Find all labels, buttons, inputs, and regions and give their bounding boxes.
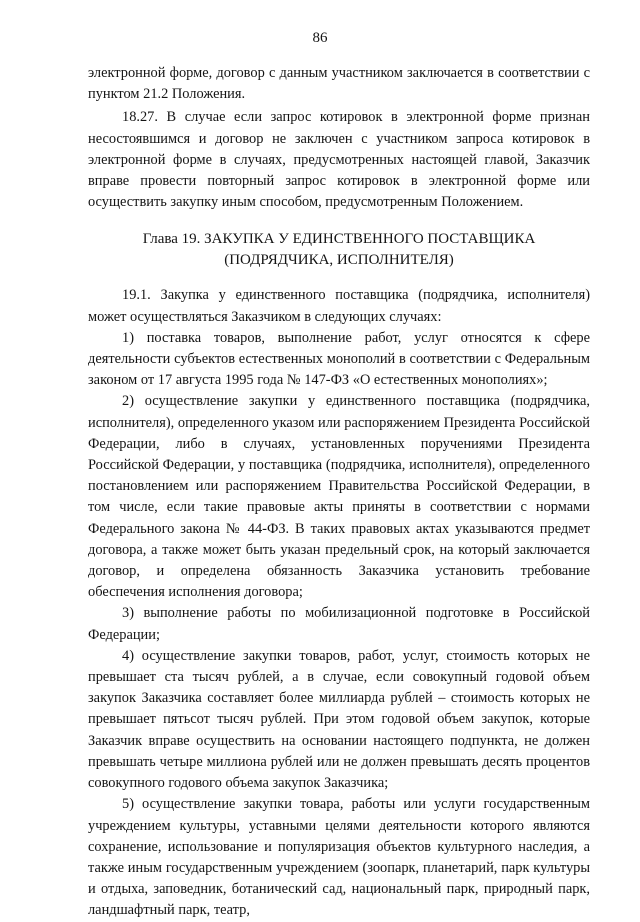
paragraph-continuation: электронной форме, договор с данным участником заключается в соответствии с пунктом 21.2 Положения. [88, 65, 590, 103]
chapter-title-line-1: Глава 19. ЗАКУПКА У ЕДИНСТВЕННОГО ПОСТАВЩИКА [142, 231, 536, 248]
list-item-5: 5) осуществление закупки товара, работы или услуги государственным учреждением культуры, уставными целями деятельности которого являются сохранение, использование и популяризация объектов культурного наследия, а также иным государственным учреждением (зоопарк, планетарий, парк культуры и отдыха, заповедник, ботанический сад, национальный парк, природный парк, ландшафтный парк, театр, [88, 796, 590, 919]
chapter-title-line-2: (ПОДРЯДЧИКА, ИСПОЛНИТЕЛЯ) [224, 252, 454, 269]
page-content [88, 63, 590, 922]
paragraph-18-27: 18.27. В случае если запрос котировок в электронной форме признан несостоявшимся и договор не заключен с участником запроса котировок в электронной форме в случаях, предусмотренных настоящей главой, Заказчик вправе провести повторный запрос котировок в электронной форме или осуществить закупку иным способом, предусмотренным Положением. [88, 109, 590, 211]
page-number: 86 [312, 30, 328, 46]
list-item-1: 1) поставка товаров, выполнение работ, услуг относятся к сфере деятельности субъектов естественных монополий в соответствии с Федеральным законом от 17 августа 1995 года № 147-ФЗ «О естественных монополиях»; [88, 329, 590, 389]
list-item-4: 4) осуществление закупки товаров, работ, услуг, стоимость которых не превышает ста тысяч рублей, а в случае, если совокупный годовой объем закупок Заказчика составляет более миллиарда рублей – стоимость которых не превышает пятьсот тысяч рублей. При этом годовой объем закупок, которые Заказчик вправе осуществить на основании настоящего подпункта, не должен превышать четыре миллиона рублей или не должен превышать десять процентов совокупного годового объема закупок Заказчика; [88, 647, 590, 792]
chapter-title [88, 229, 590, 271]
list-item-2: 2) осуществление закупки у единственного поставщика (подрядчика, исполнителя), определенного указом или распоряжением Президента Российской Федерации, либо в случаях, установленных поручениями Президента Российской Федерации, у поставщика (подрядчика, исполнителя), определенного постановлением или распоряжением Правительства Российской Федерации, в том числе, если такие правовые акты приняты в соответствии с нормами Федерального закона № 44-ФЗ. В таких правовых актах указываются предмет договора, а также может быть указан предельный срок, на который заключается договор, и определена обязанность Заказчика установить требование обеспечения исполнения договора; [88, 393, 590, 601]
paragraph-19-1-intro: 19.1. Закупка у единственного поставщика (подрядчика, исполнителя) может осуществляться Заказчиком в следующих случаях: [88, 287, 590, 325]
list-item-3: 3) выполнение работы по мобилизационной подготовке в Российской Федерации; [88, 605, 590, 643]
